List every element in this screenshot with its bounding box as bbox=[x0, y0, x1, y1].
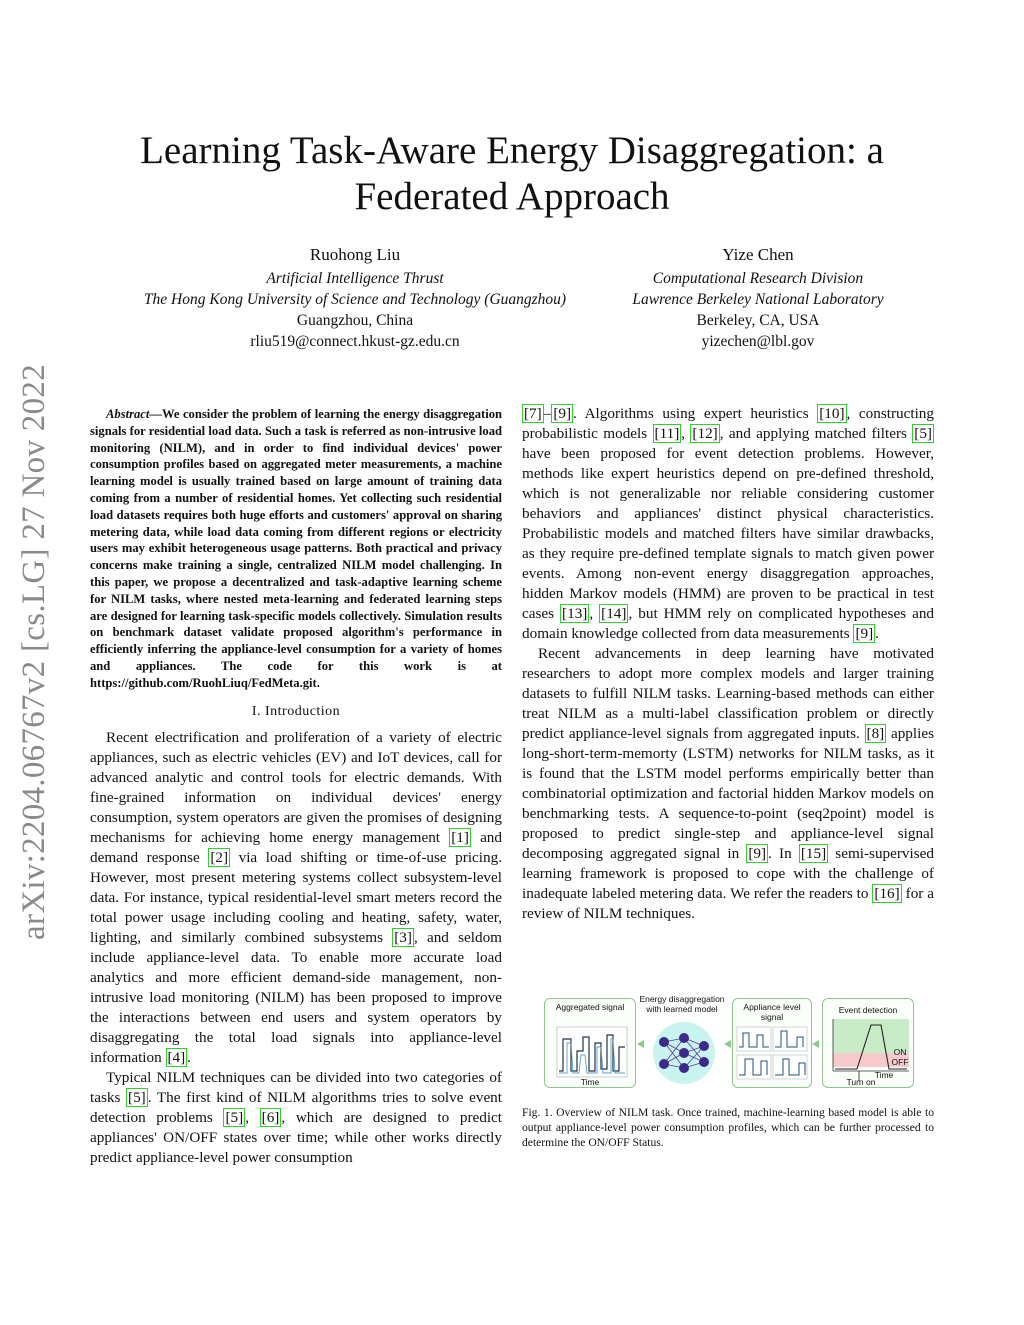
on-label: ON bbox=[893, 1047, 907, 1057]
author-dept: Computational Research Division bbox=[652, 270, 864, 287]
intro-paragraph-2: Typical NILM techniques can be divided into two categories of tasks [5] . The first kind of NILM algorithms tries to solve event detection problems [5] , [6] , which are designed to predict appliances' ON/OFF states over time; while other works directly predict appliance-level power consumption bbox=[90, 1068, 503, 1166]
event-detection-panel bbox=[822, 998, 914, 1088]
citation-link[interactable]: [5] bbox=[128, 1088, 146, 1106]
author-org: Lawrence Berkeley National Laboratory bbox=[632, 291, 884, 308]
citation-link[interactable]: [6] bbox=[261, 1108, 280, 1126]
citation-link[interactable]: [9] bbox=[748, 845, 767, 862]
citation-link[interactable]: [12] bbox=[692, 425, 718, 442]
citation-link[interactable]: [9] bbox=[553, 405, 572, 422]
abstract-text: —We consider the problem of learning the energy disaggregation signals for residential load data. Such a task is referred as non-intrusive load monitoring (NILM), and in order to find individual devices' power consumption profiles based on aggregated meter measurements, a machine learning model is usually trained based on large amount of training data coming from a number of residential homes. Yet collecting such residential load datasets requires both huge efforts and customers' approval on sharing metering data, while load data coming from different regions or electricity users may exhibit heterogeneous usage patterns. Both practical and privacy concerns make training a single, centralized NILM model challenging. In this paper, we propose a decentralized and task-adaptive learning scheme for NILM tasks, where nested meta-learning and federated learning steps are designed for learning task-specific models collectively. Simulation results on benchmark dataset validate proposed algorithm's performance in efficiently inferring the appliance-level consumption for a variety of homes and appliances. The code for this work is at https://github.com/RuohLiuq/FedMeta.git. bbox=[90, 407, 502, 690]
citation-link[interactable]: [8] bbox=[866, 725, 885, 742]
arxiv-stamp: arXiv:2204.06767v2 [cs.LG] 27 Nov 2022 bbox=[16, 364, 52, 940]
author-location: Berkeley, CA, USA bbox=[696, 312, 820, 329]
author-org: The Hong Kong University of Science and Technology (Guangzhou) bbox=[143, 291, 567, 308]
abstract bbox=[90, 406, 502, 692]
aggregated-title: Aggregated signal bbox=[555, 1002, 625, 1012]
turn-on-label: Turn on bbox=[846, 1077, 876, 1087]
citation-link[interactable]: [14] bbox=[601, 605, 627, 622]
figure-1 bbox=[540, 994, 914, 1090]
citation-link[interactable]: [4] bbox=[167, 1048, 186, 1066]
abstract-label: Abstract bbox=[106, 407, 150, 421]
citation-link[interactable]: [3] bbox=[394, 928, 412, 946]
author-block-2 bbox=[600, 242, 916, 352]
author-email: yizechen@lbl.gov bbox=[701, 333, 815, 350]
neural-network-icon bbox=[644, 1020, 724, 1086]
citation-link[interactable]: [10] bbox=[819, 405, 845, 422]
body-paragraph-1: [7] – [9] . Algorithms using expert heuristics [10] , constructing probabilistic models [11] , [12] , and applying matched filters [5] have been proposed for event detection problems. However, methods like expert heuristics depend on pre-defined threshold, which is not generalizable nor reliable considering customer behaviors and appliances' distinct physical characteristics. Probabilistic models and matched filters have similar drawbacks, as they require pre-defined template signals to match given power events. Among non-event energy disaggregation approaches, hidden Markov models (HMM) are proven to be practical in test cases [13] , [14] , but HMM rely on complicated hypotheses and domain knowledge collected from data measurements [9] . bbox=[522, 405, 935, 642]
event-title: Event detection bbox=[838, 1005, 898, 1015]
aggregated-xlabel: Time bbox=[580, 1077, 600, 1087]
author-block-1 bbox=[110, 242, 600, 352]
event-plot bbox=[823, 999, 913, 1087]
citation-link[interactable]: [1] bbox=[451, 828, 469, 846]
citation-link[interactable]: [5] bbox=[914, 425, 932, 442]
off-label: OFF bbox=[891, 1057, 909, 1067]
intro-paragraph-1: Recent electrification and proliferation of a variety of electric appliances, such as electric vehicles (EV) and IoT devices, call for advanced analytic and control tools for electric demands. With fine-grained information on individual devices' energy consumption, system operators are given the promises of designing mechanisms for achieving home energy management [1] and demand response [2] via load shifting or time-of-use pricing. However, most present metering systems collect subsystem-level data. For instance, typical residential-level smart meters record the total power usage including cooling and heating, safety, water, lighting, and similarly combined subsystems [3] , and seldom include appliance-level data. To enable more accurate load analytics and more efficient demand-side management, non-intrusive load monitoring (NILM) has been proposed to improve the interactions between end users and system operators by disaggregating the total load signals into appliance-level information [4] . bbox=[90, 728, 502, 1066]
appliance-panel bbox=[732, 998, 812, 1088]
paper-title: Learning Task-Aware Energy Disaggregation: a Federated Approach bbox=[140, 129, 884, 218]
author-name: Yize Chen bbox=[722, 245, 794, 264]
citation-link[interactable]: [7] bbox=[524, 405, 542, 422]
appliance-plots bbox=[733, 999, 811, 1087]
body-paragraph-2: Recent advancements in deep learning have motivated researchers to adopt more complex models and larger training datasets to fulfill NILM tasks. Learning-based methods can either treat NILM as a multi-label classification problem or directly predict appliance-level signals from aggregated inputs. [8] applies long-short-term-memorty (LSTM) networks for NILM tasks, as it is found that the LSTM model performs empirically better than combinatorial optimization and factorial hidden Markov models on benchmarking tests. A sequence-to-point (seq2point) model is proposed to predict single-step and appliance-level signal decomposing aggregated signal in [9] . In [15] semi-supervised learning framework is proposed to cope with the challenge of inadequate labeled metering data. We refer the readers to [16] for a review of NILM techniques. bbox=[522, 645, 935, 922]
author-dept: Artificial Intelligence Thrust bbox=[266, 270, 444, 287]
right-column bbox=[522, 404, 934, 924]
author-name: Ruohong Liu bbox=[309, 245, 401, 264]
author-location: Guangzhou, China bbox=[296, 312, 414, 329]
disaggregation-title: Energy disaggregation with learned model bbox=[639, 994, 725, 1014]
section-heading: I. Introduction bbox=[251, 703, 341, 719]
citation-link[interactable]: [5] bbox=[225, 1108, 244, 1126]
citation-link[interactable]: [9] bbox=[855, 625, 874, 642]
left-column bbox=[90, 406, 502, 1168]
citation-link[interactable]: [15] bbox=[800, 845, 827, 862]
figure-caption: Fig. 1. Overview of NILM task. Once trained, machine-learning based model is able to output appliance-level power consumption profiles, which can be further processed to determine the ON/OFF Status. bbox=[522, 1106, 934, 1149]
citation-link[interactable]: [16] bbox=[874, 885, 900, 902]
appliance-title: Appliance level signal bbox=[743, 1002, 801, 1022]
author-email: rliu519@connect.hkust-gz.edu.cn bbox=[250, 333, 460, 350]
citation-link[interactable]: [13] bbox=[562, 605, 588, 622]
event-xlabel: Time bbox=[874, 1070, 894, 1080]
citation-link[interactable]: [11] bbox=[654, 425, 680, 442]
citation-link[interactable]: [2] bbox=[210, 848, 229, 866]
